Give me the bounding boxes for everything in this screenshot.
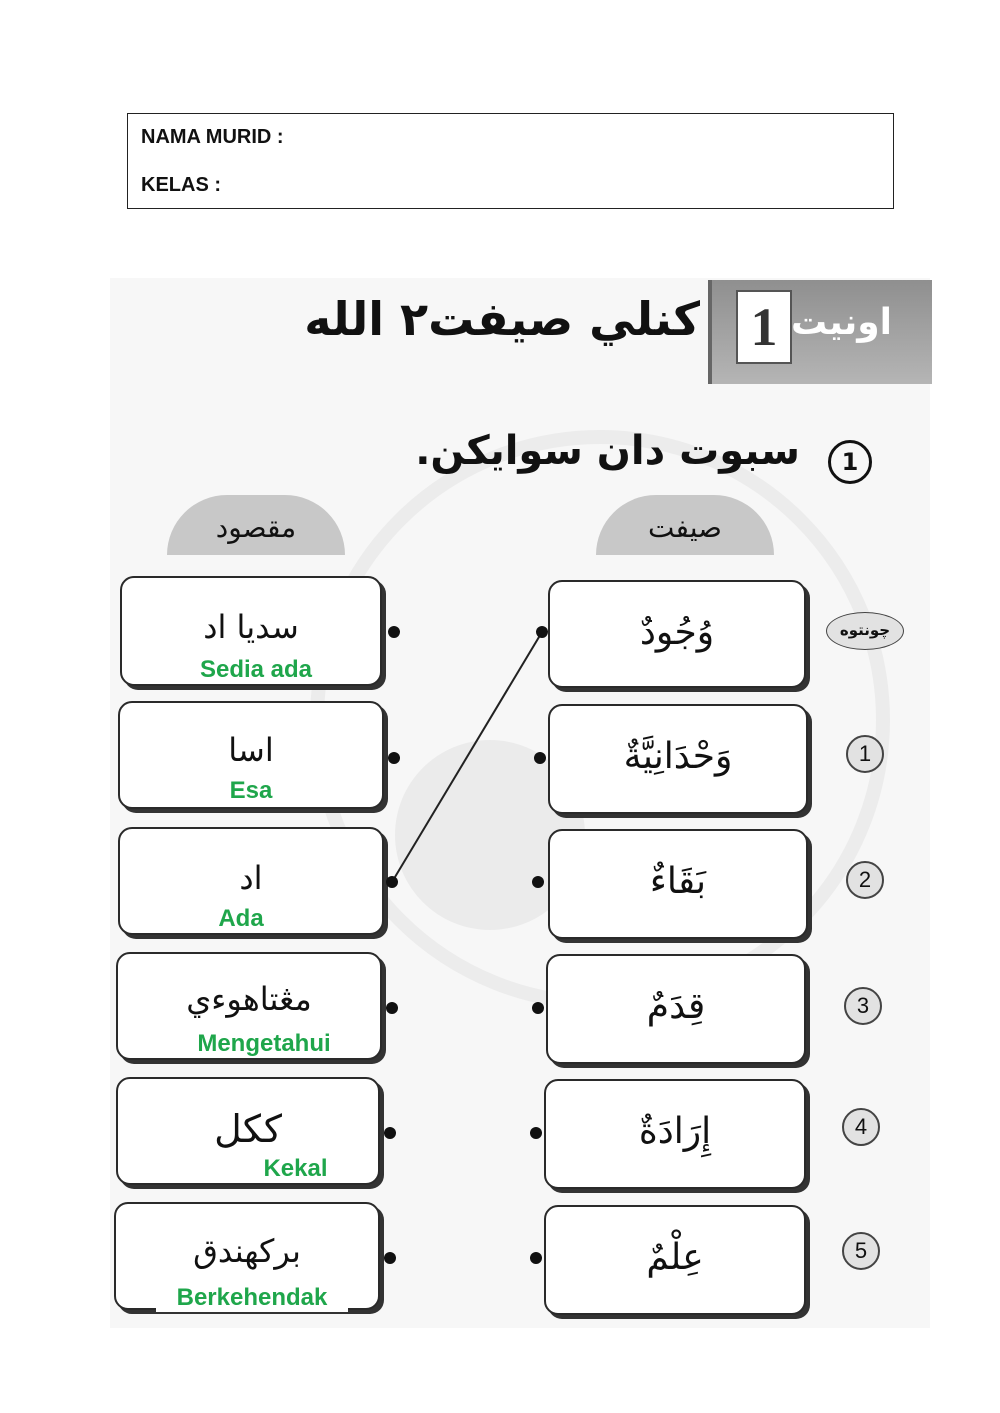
- maksud-dot-0[interactable]: [388, 626, 400, 638]
- maksud-latin-4: Kekal: [253, 1155, 338, 1183]
- maksud-card-2[interactable]: [118, 827, 384, 935]
- sifat-header: صيفت: [596, 495, 774, 555]
- sifat-arabic-1: وَحْدَانِيَّةٌ: [623, 736, 733, 777]
- maksud-card-5[interactable]: [114, 1202, 380, 1310]
- maksud-dot-1[interactable]: [388, 752, 400, 764]
- sifat-arabic-2: بَقَاءٌ: [649, 861, 707, 902]
- item-number-4: 4: [842, 1108, 880, 1146]
- sifat-dot-5[interactable]: [530, 1252, 542, 1264]
- unit-label: اونيت: [790, 302, 892, 343]
- sifat-arabic-0: وُجُودٌ: [639, 612, 715, 653]
- item-number-2: 2: [846, 861, 884, 899]
- example-label: چونتوه: [826, 612, 904, 650]
- maksud-jawi-2: اد: [239, 859, 263, 897]
- maksud-dot-3[interactable]: [386, 1002, 398, 1014]
- maksud-dot-2[interactable]: [386, 876, 398, 888]
- unit-title: كنلي صيفت٢ الله: [304, 292, 700, 346]
- exercise-instruction: سبوت دان سوايكن.: [415, 428, 800, 474]
- maksud-card-4[interactable]: [116, 1077, 380, 1185]
- student-name-label: NAMA MURID :: [141, 126, 284, 148]
- item-number-5: 5: [842, 1232, 880, 1270]
- maksud-latin-0: Sedia ada: [172, 656, 340, 684]
- sifat-dot-1[interactable]: [534, 752, 546, 764]
- maksud-jawi-0: سديا اد: [203, 608, 299, 646]
- class-label: KELAS :: [141, 174, 221, 196]
- item-number-3: 3: [844, 987, 882, 1025]
- maksud-jawi-4: ككل: [214, 1107, 282, 1151]
- maksud-jawi-1: اسا: [228, 731, 274, 769]
- maksud-jawi-5: بركهندق: [193, 1232, 301, 1270]
- sifat-card-1[interactable]: [548, 704, 808, 814]
- sifat-dot-2[interactable]: [532, 876, 544, 888]
- sifat-card-0[interactable]: [548, 580, 806, 688]
- sifat-dot-3[interactable]: [532, 1002, 544, 1014]
- sifat-card-3[interactable]: [546, 954, 806, 1064]
- maksud-dot-4[interactable]: [384, 1127, 396, 1139]
- maksud-header: مقصود: [167, 495, 345, 555]
- maksud-latin-1: Esa: [220, 777, 282, 805]
- maksud-dot-5[interactable]: [384, 1252, 396, 1264]
- sifat-card-2[interactable]: [548, 829, 808, 939]
- example-connector-line: [392, 632, 542, 882]
- sifat-dot-0[interactable]: [536, 626, 548, 638]
- maksud-latin-2: Ada: [210, 905, 272, 933]
- maksud-card-3[interactable]: [116, 952, 382, 1060]
- maksud-jawi-3: مڠتاهوءي: [186, 980, 312, 1018]
- sifat-card-4[interactable]: [544, 1079, 806, 1189]
- item-number-1: 1: [846, 735, 884, 773]
- exercise-number: 1: [828, 440, 872, 484]
- maksud-card-0[interactable]: [120, 576, 382, 686]
- sifat-card-5[interactable]: [544, 1205, 806, 1315]
- sifat-arabic-3: قِدَمٌ: [646, 986, 706, 1027]
- maksud-latin-3: Mengetahui: [173, 1030, 355, 1058]
- maksud-card-1[interactable]: [118, 701, 384, 809]
- unit-number: 1: [736, 290, 792, 364]
- sifat-arabic-4: إِرَادَةٌ: [638, 1111, 712, 1152]
- sifat-dot-4[interactable]: [530, 1127, 542, 1139]
- sifat-arabic-5: عِلْمٌ: [646, 1237, 704, 1278]
- maksud-latin-5: Berkehendak: [156, 1284, 348, 1312]
